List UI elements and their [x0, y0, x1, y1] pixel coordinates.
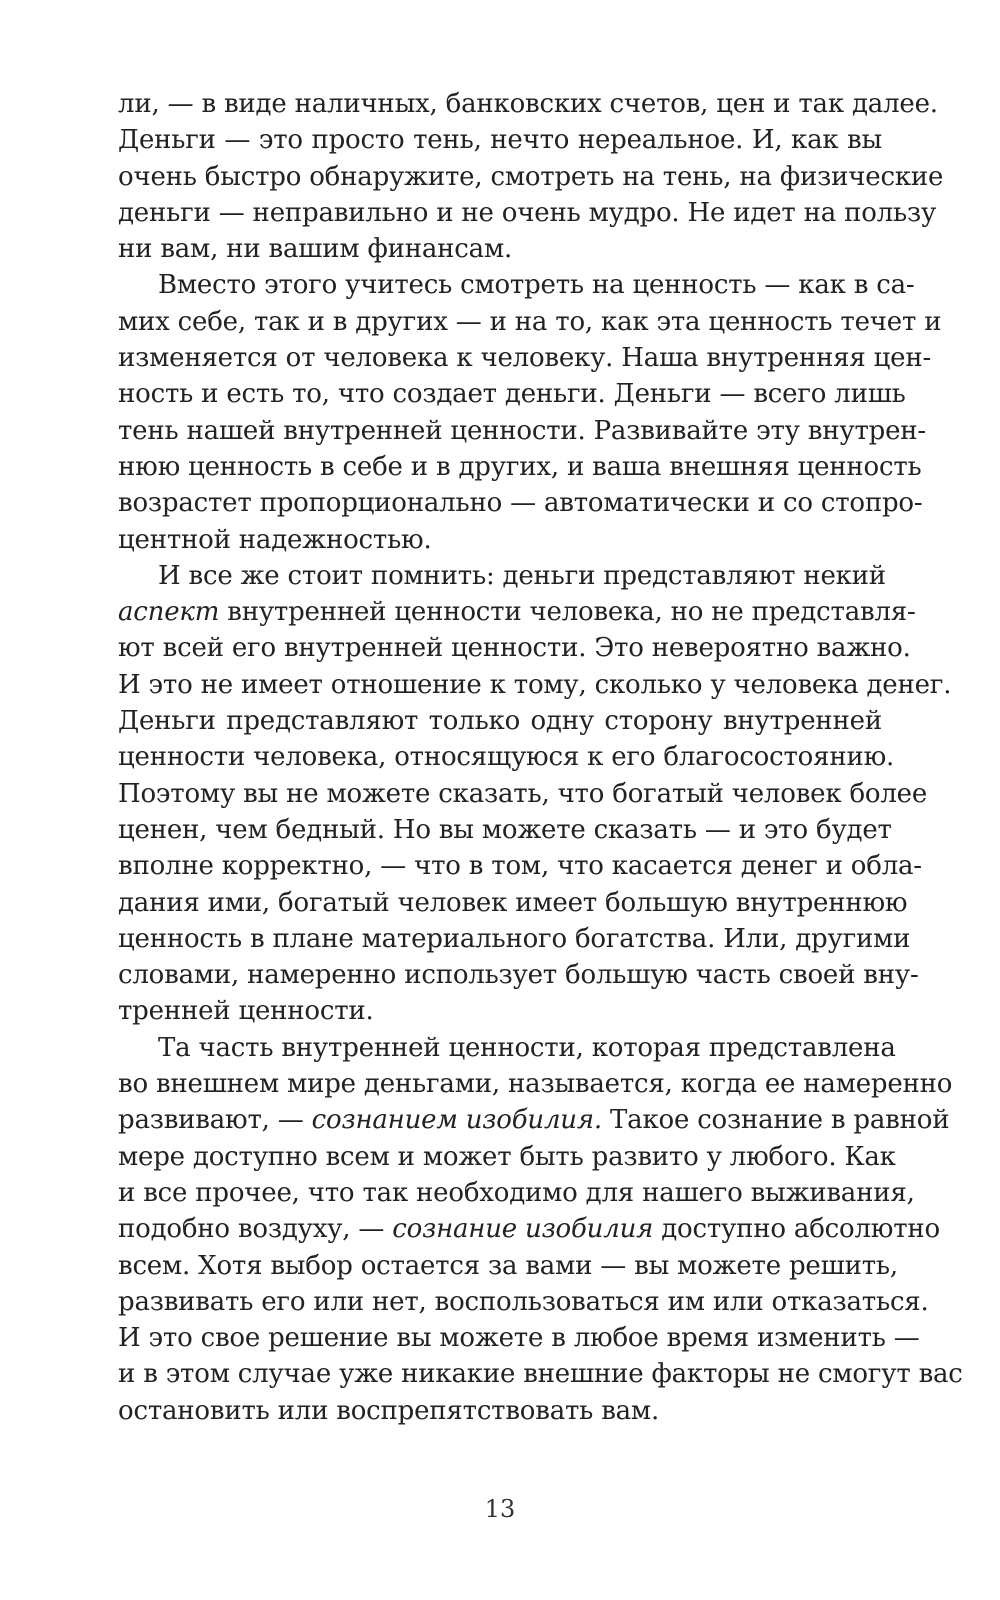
text-line: [118, 1102, 950, 1138]
text-line: [118, 594, 916, 630]
text-line: [118, 376, 906, 412]
text-segment: и в этом случае уже никакие внешние факторы не смогут вас: [118, 1359, 963, 1390]
paragraph: [118, 267, 942, 557]
text-segment: И все же стоит помнить: деньги представляют некий: [158, 560, 886, 591]
paragraph: [118, 1030, 963, 1429]
text-segment: дания ими, богатый человек имеет большую внутреннюю: [118, 887, 908, 918]
text-segment: всем. Хотя выбор остается за вами — вы можете решить,: [118, 1250, 898, 1281]
text-line: [118, 776, 928, 812]
text-segment: развивать его или нет, воспользоваться им или отказаться.: [118, 1286, 929, 1317]
text-line: [118, 267, 915, 303]
text-line: [118, 1320, 920, 1356]
text-line: [118, 231, 882, 267]
text-segment: И это не имеет отношение к тому, сколько у человека денег.: [118, 669, 952, 700]
text-segment: ность и есть то, что создает деньги. Деньги — всего лишь: [118, 379, 906, 410]
text-line: [118, 159, 944, 195]
italic-text: сознание изобилия: [392, 1214, 654, 1245]
page-body: [118, 86, 963, 1429]
page-number: 13: [484, 1495, 516, 1523]
text-segment: развивают, —: [118, 1105, 312, 1136]
text-line: [118, 1356, 963, 1392]
text-line: [118, 340, 932, 376]
text-line: [118, 1393, 882, 1429]
italic-text: сознанием изобилия.: [311, 1105, 602, 1136]
text-segment: Деньги — это просто тень, нечто нереальное. И, как вы: [118, 125, 882, 156]
text-line: [118, 848, 922, 884]
text-line: [118, 485, 923, 521]
text-segment: доступно абсолютно: [653, 1214, 940, 1245]
text-segment: ценность в плане материального богатства. Или, другими: [118, 923, 911, 954]
text-segment: вполне корректно, — что в том, что касается денег и обла-: [118, 851, 922, 882]
text-line: [118, 630, 911, 666]
text-line: [118, 413, 926, 449]
paragraph: [118, 86, 944, 267]
text-segment: Деньги представляют только одну сторону внутренней: [118, 706, 882, 737]
text-segment: ни вам, ни вашим финансам.: [118, 234, 513, 265]
text-segment: ют всей его внутренней ценности. Это невероятно важно.: [118, 633, 911, 664]
text-segment: остановить или воспрепятствовать вам.: [118, 1395, 660, 1426]
text-segment: нюю ценность в себе и в других, и ваша внешняя ценность: [118, 451, 922, 482]
text-segment: во внешнем мире деньгами, называется, когда ее намеренно: [118, 1069, 953, 1100]
text-line: [118, 522, 882, 558]
text-segment: подобно воздуху, —: [118, 1214, 393, 1245]
text-line: [118, 1211, 940, 1247]
text-segment: деньги — неправильно и не очень мудро. Не идет на пользу: [118, 197, 937, 228]
text-line: [118, 885, 908, 921]
text-segment: Поэтому вы не можете сказать, что богатый человек более: [118, 778, 928, 809]
text-line: [118, 739, 895, 775]
text-segment: мере доступно всем и может быть развито у любого. Как: [118, 1141, 896, 1172]
text-segment: Вместо этого учитесь смотреть на ценность — как в са-: [158, 270, 915, 301]
text-line: [118, 957, 919, 993]
text-line: [118, 304, 942, 340]
text-segment: центной надежностью.: [118, 524, 432, 555]
text-line: [118, 1030, 896, 1066]
text-line: [118, 449, 922, 485]
text-segment: внутренней ценности человека, но не представля-: [219, 597, 916, 628]
text-line: [118, 122, 882, 158]
text-segment: ценности человека, относящуюся к его благосостоянию.: [118, 742, 895, 773]
text-segment: изменяется от человека к человеку. Наша внутренняя цен-: [118, 343, 932, 374]
text-line: [118, 1284, 929, 1320]
text-segment: очень быстро обнаружите, смотреть на тень, на физические: [118, 161, 944, 192]
text-line: [118, 1248, 898, 1284]
text-segment: Такое сознание в равной: [601, 1105, 950, 1136]
text-segment: тень нашей внутренней ценности. Развивайте эту внутрен-: [118, 415, 926, 446]
text-line: [118, 703, 882, 739]
text-line: [118, 1066, 953, 1102]
italic-text: аспект: [118, 597, 220, 628]
text-segment: словами, намеренно использует большую часть своей вну-: [118, 960, 919, 991]
text-segment: возрастет пропорционально — автоматически и со стопро-: [118, 488, 923, 519]
text-line: [118, 667, 952, 703]
text-segment: и все прочее, что так необходимо для нашего выживания,: [118, 1177, 915, 1208]
text-line: [118, 993, 882, 1029]
text-segment: И это свое решение вы можете в любое время изменить —: [118, 1323, 920, 1354]
text-line: [118, 86, 938, 122]
text-line: [118, 921, 911, 957]
text-line: [118, 812, 892, 848]
text-segment: Та часть внутренней ценности, которая представлена: [158, 1032, 896, 1063]
text-line: [118, 195, 937, 231]
paragraph: [118, 558, 952, 1030]
text-line: [118, 1139, 896, 1175]
text-segment: тренней ценности.: [118, 996, 374, 1027]
text-segment: ценен, чем бедный. Но вы можете сказать — и это будет: [118, 814, 892, 845]
text-segment: ли, — в виде наличных, банковских счетов, цен и так далее.: [118, 89, 938, 119]
text-line: [118, 1175, 915, 1211]
text-line: [118, 558, 886, 594]
text-segment: мих себе, так и в других — и на то, как эта ценность течет и: [118, 306, 942, 337]
